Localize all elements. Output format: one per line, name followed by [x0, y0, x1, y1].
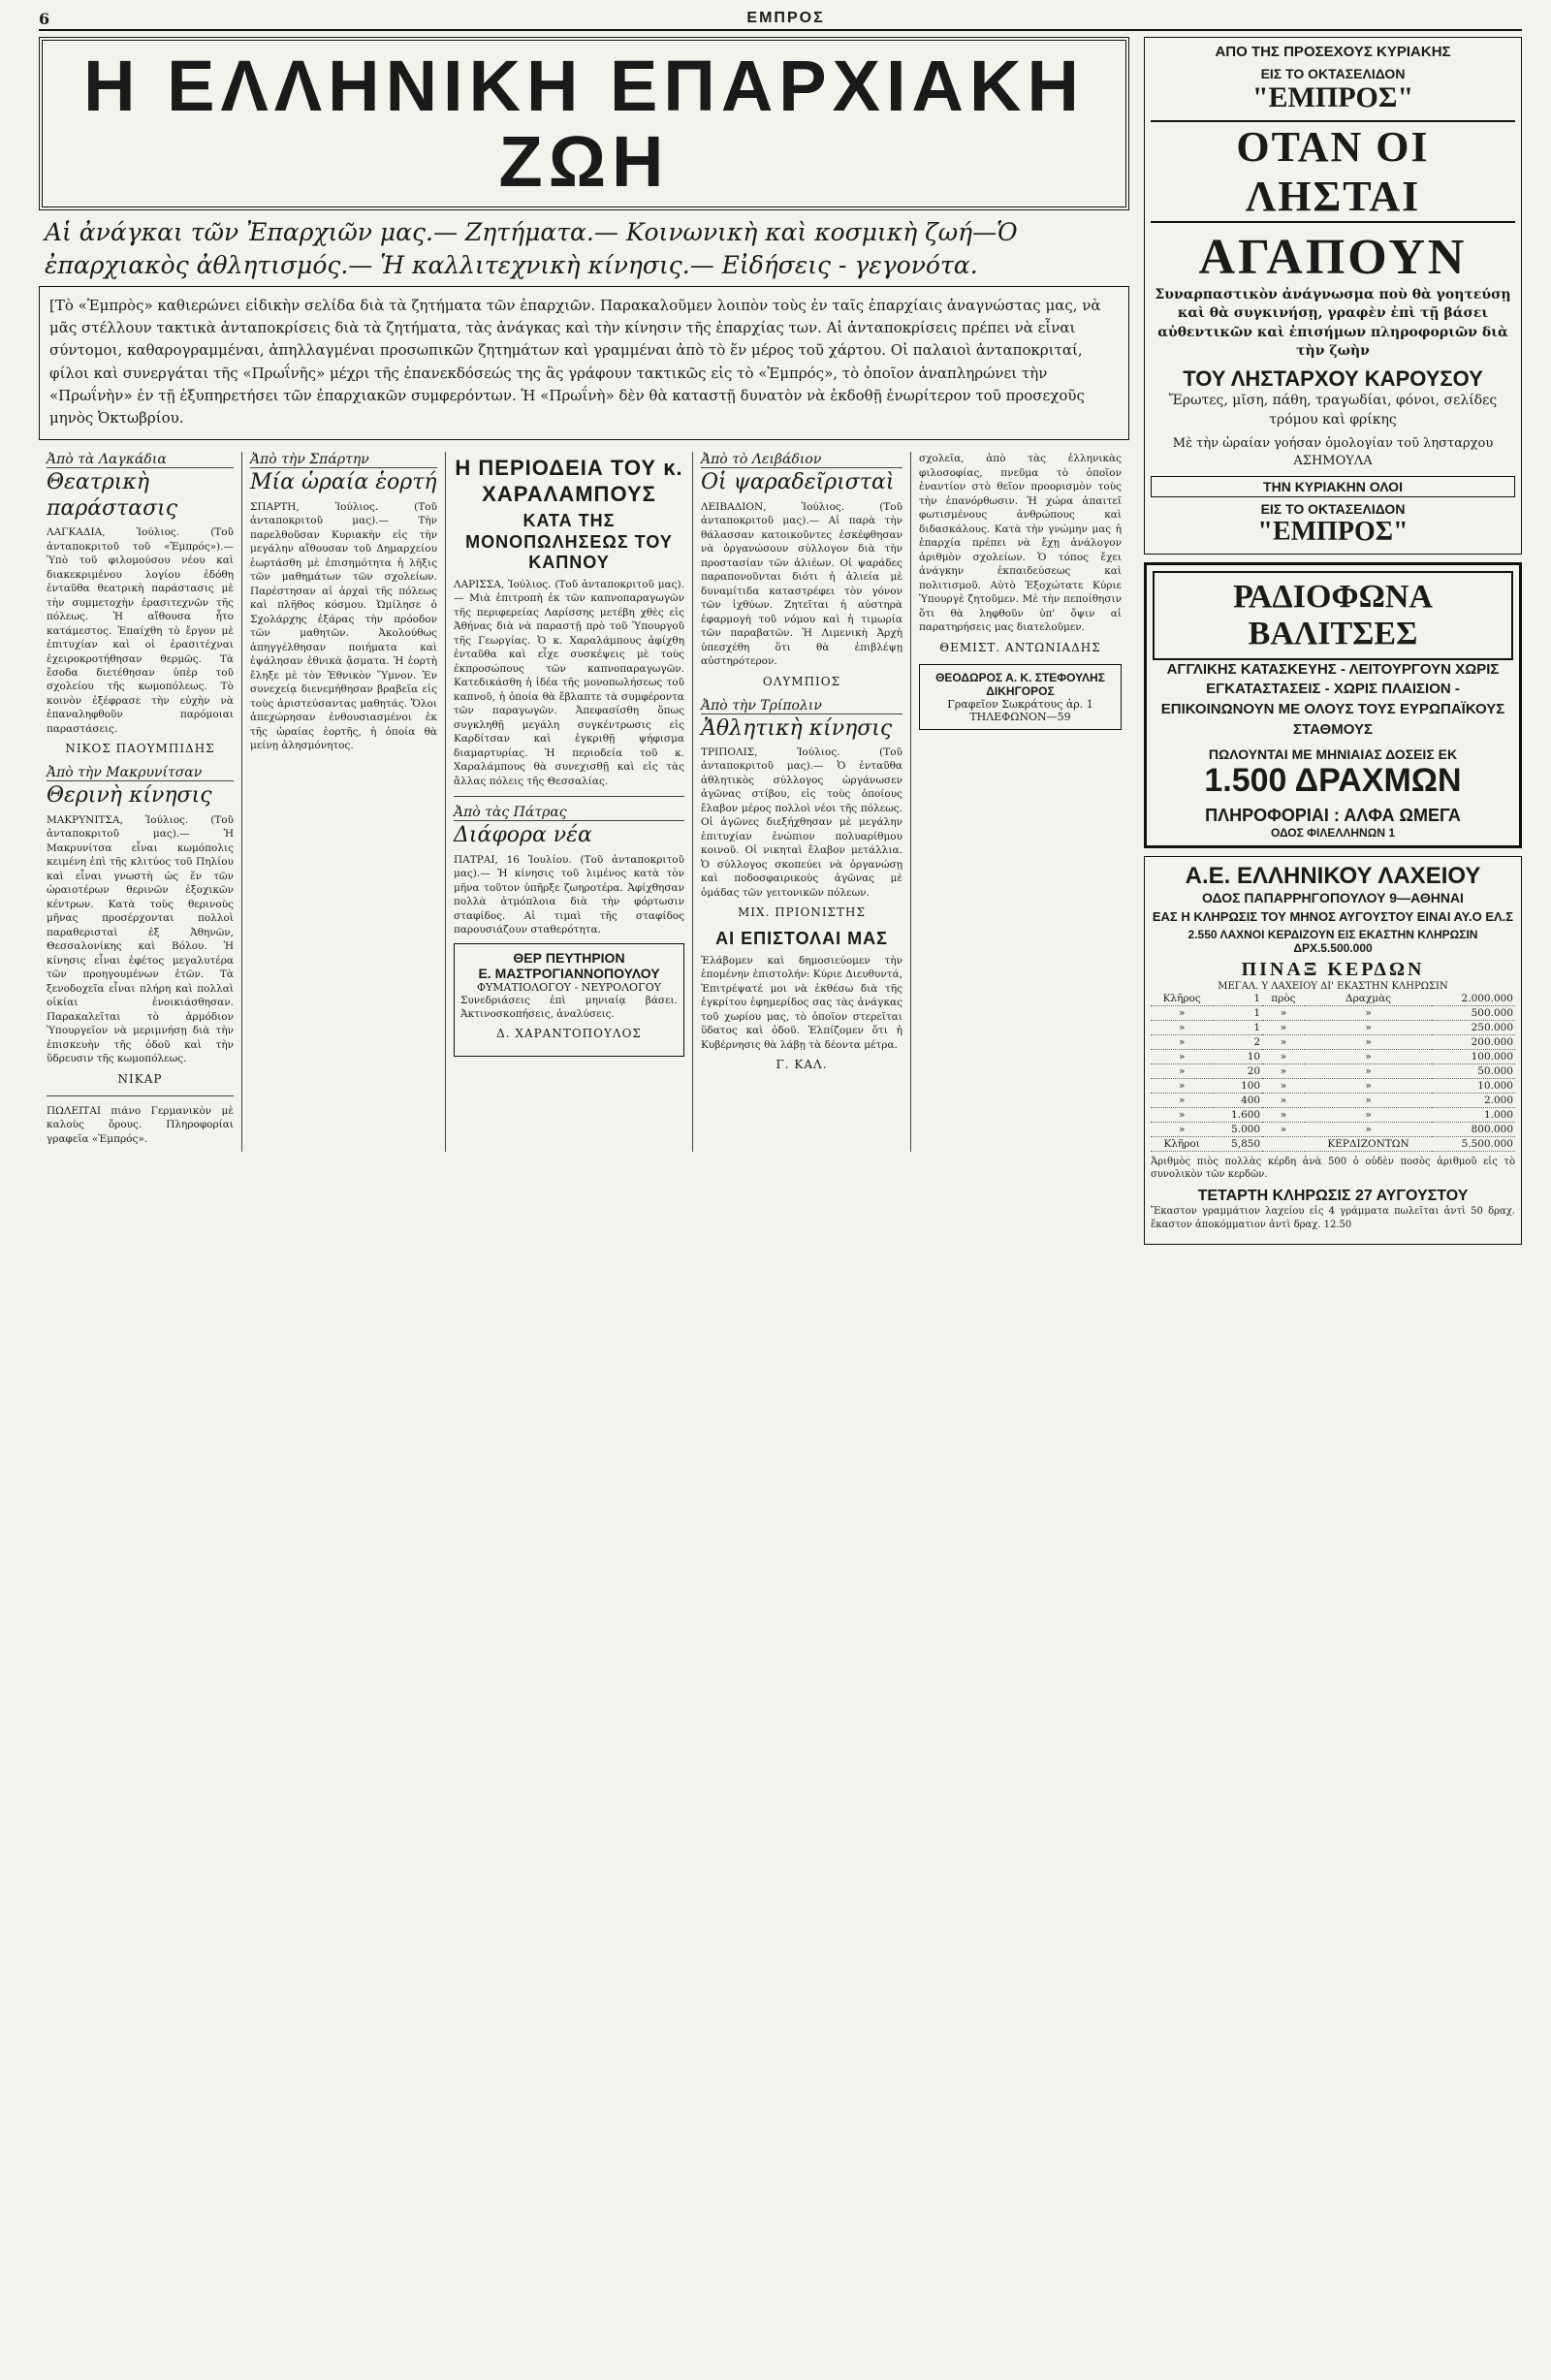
table-cell: 50.000 [1432, 1063, 1515, 1078]
table-cell: » [1262, 1005, 1305, 1020]
table-row [1151, 1005, 1515, 1020]
table-cell: » [1262, 1093, 1305, 1107]
article-signature: ΝΙΚΟΣ ΠΑΟΥΜΠΙΔΗΣ [65, 742, 215, 756]
lawyer-card [919, 664, 1122, 730]
table-cell: » [1305, 1049, 1433, 1063]
lottery-note: Ἀριθμὸς πιὸς πολλὰς κέρδη ἀνὰ 500 ὁ οὐδὲν ποσὸς ἀριθμοῦ εἰς τὸ συνολικὸν τῶν κερδῶν. [1151, 1156, 1515, 1181]
table-cell: 500.000 [1432, 1005, 1515, 1020]
lottery-ad-title: Α.Ε. ΕΛΛΗΝΙΚΟΥ ΛΑΧΕΙΟΥ [1185, 862, 1481, 889]
radio-ad [1144, 562, 1522, 848]
column-1 [39, 452, 242, 1152]
serial-ad-line: ΕΙΣ ΤΟ ΟΚΤΑΣΕΛΙΔΟΝ [1260, 66, 1406, 81]
article-signature: ΝΙΚΑΡ [117, 1071, 163, 1086]
radio-ad-title: ΡΑΔΙΟΦΩΝΑ ΒΑΛΙΤΣΕΣ [1153, 571, 1513, 660]
table-row [1151, 1049, 1515, 1063]
article-columns [39, 452, 1129, 1152]
lottery-prize-table [1151, 992, 1515, 1152]
divider [454, 796, 684, 797]
article-kicker: Ἀπὸ τὰ Λαγκάδια [47, 452, 234, 468]
table-cell: » [1305, 1122, 1433, 1136]
article-body: ΛΑΓΚΑΔΙΑ, Ἰούλιος. (Τοῦ ἀνταποκριτοῦ τοῦ «Ἐμπρός»).— Ὑπὸ τοῦ φιλομούσου νέου καὶ διακεκριμένου λογίου ἐδόθη ἐνταῦθα θεατρικὴ παράστασις μὲ τὴν συμμετοχὴν ἐρασιτεχνῶν τῆς πόλεως. Ἡ αἴθουσα ἦτο κατάμεστος. Ἐπαίχθη τὸ ἔργον μὲ ἐπιτυχίαν καὶ οἱ ἐρασιτέχναι ἐχειροκροτήθησαν θερμῶς. Τὰ ἔσοδα διετέθησαν ὑπὲρ τοῦ σχολείου τῆς κωμοπόλεως. Τὸ κοινὸν ἐξέφρασε τὴν εὐχὴν νὰ ἐπαναληφθοῦν παρόμοιαι παραστάσεις. [47, 526, 234, 735]
paper-name: ΕΜΠΡΟΣ [746, 10, 825, 26]
article-heading: Μία ὡραία ἑορτή [250, 470, 437, 495]
lawyer-title: ΔΙΚΗΓΟΡΟΣ [986, 683, 1055, 698]
table-cell: 200.000 [1432, 1034, 1515, 1049]
lawyer-address: Γραφεῖον Σωκράτους ἀρ. 1 [947, 697, 1093, 711]
page-header [39, 8, 1522, 31]
table-cell: 20 [1213, 1063, 1262, 1078]
radio-ad-info: ΠΛΗΡΟΦΟΡΙΑΙ : ΑΛΦΑ ΩΜΕΓΑ [1205, 805, 1461, 825]
lottery-ad-line-2: 2.550 ΛΑΧΝΟΙ ΚΕΡΔΙΖΟΥΝ ΕΙΣ ΕΚΑΣΤΗΝ ΚΛΗΡΩΣΙΝ ΔΡΧ.5.500.000 [1187, 927, 1478, 955]
table-cell: 2.000.000 [1432, 992, 1515, 1006]
table-cell: » [1151, 1005, 1213, 1020]
serial-ad-title-1: ΟΤΑΝ ΟΙ ΛΗΣΤΑΙ [1151, 120, 1515, 223]
divider [47, 1095, 234, 1096]
table-row [1151, 1034, 1515, 1049]
lawyer-phone: ΤΗΛΕΦΩΝΟΝ—59 [969, 710, 1071, 723]
table-cell: ΚΕΡΔΙΖΟΝΤΩΝ [1305, 1136, 1433, 1151]
table-cell: » [1151, 1020, 1213, 1034]
table-cell: 100.000 [1432, 1049, 1515, 1063]
table-cell: » [1262, 1078, 1305, 1093]
lottery-table-title: ΠΙΝΑΞ ΚΕΡΔΩΝ [1241, 958, 1425, 980]
article-heading: Θερινὴ κίνησις [47, 783, 212, 809]
table-cell: » [1151, 1122, 1213, 1136]
table-cell: Κλῆρος [1151, 992, 1213, 1006]
table-cell: 1 [1213, 1005, 1262, 1020]
newspaper-page [39, 8, 1522, 2373]
article-kicker: Ἀπὸ τὴν Τρίπολιν [701, 698, 902, 714]
table-cell: » [1151, 1107, 1213, 1122]
article-body: ΜΑΚΡΥΝΙΤΣΑ, Ἰούλιος. (Τοῦ ἀνταποκριτοῦ μας).— Ἡ Μακρυνίτσα εἶναι κωμόπολις κειμένη ἐπὶ τῆς κλιτύος τοῦ Πηλίου καὶ εἶναι γνωστὴ ὡς ἕν τῶν ὡραιοτέρων θερινῶν ἐξοχικῶν κέντρων. Κατὰ τοὺς θερινοὺς μῆνας προσέρχονται πολλοὶ παραθερισταὶ ἐξ Ἀθηνῶν, Θεσσαλονίκης καὶ Βόλου. Ἡ κίνησις εἶναι ἐφέτος μεγαλυτέρα τῶν προηγουμένων ἐτῶν. Τὰ ξενοδοχεῖα εἶναι πλήρη καὶ πολλαὶ οἰκίαι ἐνοικιάσθησαν. Παρακαλεῖται τὸ ἁρμόδιον Ὑπουργεῖον νὰ μεριμνήσῃ διὰ τὴν ἐπισκευὴν τῆς ὁδοῦ καὶ τὴν ὕδρευσιν τῆς κωμοπόλεως. [47, 813, 234, 1065]
serial-ad-title-2: ΑΓΑΠΟΥΝ [1198, 230, 1468, 285]
radio-ad-price: 1.500 ΔΡΑΧΜΩΝ [1204, 761, 1462, 799]
serial-ad-tags: Ἔρωτες, μῖση, πάθη, τραγωδίαι, φόνοι, σελίδες τρόμου καὶ φρίκης [1168, 393, 1498, 428]
article-signature: ΘΕΜΙΣΤ. ΑΝΤΩΝΙΑΔΗΣ [939, 640, 1101, 654]
article-body: ΛΑΡΙΣΣΑ, Ἰούλιος. (Τοῦ ἀνταποκριτοῦ μας).— Μιὰ ἐπιτροπὴ ἐκ τῶν καπνοπαραγωγῶν τῆς περιφερείας Λαρίσσης μετέβη χθὲς εἰς Ἀθήνας διὰ νὰ παραστῇ πρὸ τοῦ Ὑπουργοῦ τῆς Γεωργίας. Ὁ κ. Χαραλάμπους ἀφίχθη ἐνταῦθα καὶ εἶχε συσκέψεις μὲ τοὺς ἐκπροσώπους τῶν καπνοπαραγωγῶν. Κατεδικάσθη ἡ ἰδέα τῆς μονοπωλήσεως τοῦ καπνοῦ, ἡ ὁποία θὰ ἔβλαπτε τὰ συμφέροντα τῶν παραγωγῶν. Ἀπεφασίσθη ὅπως συγκληθῇ μεγάλη συγκέντρωσις εἰς Καρδίτσαν καὶ ἐγκριθῇ ψήφισμα διαμαρτυρίας. Ἡ περιοδεία τοῦ κ. Χαραλάμπους θὰ συνεχισθῇ καὶ εἰς τὰς ἄλλας πόλεις τῆς Θεσσαλίας. [454, 578, 684, 787]
article-heading: ΑΙ ΕΠΙΣΤΟΛΑΙ ΜΑΣ [715, 929, 888, 949]
lottery-footnote: Ἕκαστον γραμμάτιον λαχείου εἰς 4 γράμματα πωλεῖται ἀντὶ 50 δραχ. ἕκαστον ἀποκόμματιον ἀντὶ δραχ. 12.50 [1151, 1206, 1515, 1230]
table-cell: 2 [1213, 1034, 1262, 1049]
table-cell: » [1262, 1020, 1305, 1034]
table-cell: » [1262, 1063, 1305, 1078]
serial-ad-sunday: ΤΗΝ ΚΥΡΙΑΚΗΝ ΟΛΟΙ [1151, 476, 1515, 497]
table-cell: 2.000 [1432, 1093, 1515, 1107]
section-subline: Αἱ ἀνάγκαι τῶν Ἐπαρχιῶν μας.— Ζητήματα.— Κοινωνικὴ καὶ κοσμικὴ ζωή—Ὁ ἐπαρχιακὸς ἀθλητισμός.— Ἡ καλλιτεχνικὴ κίνησις.— Εἰδήσεις - γεγονότα. [39, 210, 1129, 287]
lottery-draw-date: ΤΕΤΑΡΤΗ ΚΛΗΡΩΣΙΣ 27 ΑΥΓΟΥΣΤΟΥ [1197, 1188, 1469, 1205]
table-row [1151, 1093, 1515, 1107]
table-cell: πρὸς [1262, 992, 1305, 1006]
table-row [1151, 1078, 1515, 1093]
article-body: ΠΑΤΡΑΙ, 16 Ἰουλίου. (Τοῦ ἀνταποκριτοῦ μας).— Ἡ κίνησις τοῦ λιμένος κατὰ τὸν μῆνα τοῦτον ὑπῆρξε ζωηροτέρα. Ἀφίχθησαν πολλὰ ἀτμόπλοια διὰ τὴν φόρτωσιν σταφίδος. Αἱ τιμαὶ τῆς σταφίδος παρουσιάζουν σταθερότητα. [454, 853, 684, 936]
article-kicker: Ἀπὸ τὴν Μακρυνίτσαν [47, 765, 234, 781]
serial-ad-tags-2: Μὲ τὴν ὡραίαν γοήσαν ὁμολογίαν τοῦ λησταρχου ΑΣΗΜΟΥΛΑ [1172, 435, 1494, 468]
article-kicker: Ἀπὸ τὰς Πάτρας [454, 805, 684, 821]
table-cell: 400 [1213, 1093, 1262, 1107]
doctor-name: Ε. ΜΑΣΤΡΟΓΙΑΝΝΟΠΟΥΛΟΥ [478, 965, 660, 981]
table-cell: 1.000 [1432, 1107, 1515, 1122]
table-row [1151, 1107, 1515, 1122]
table-row [1151, 1122, 1515, 1136]
article-body: ΣΠΑΡΤΗ, Ἰούλιος. (Τοῦ ἀνταποκριτοῦ μας).— Τὴν παρελθοῦσαν Κυριακὴν εἰς τὴν μεγάλην αἴθουσαν τοῦ Δημαρχείου ἐωρτάσθη μὲ ἐπισημότητα ἡ λῆξις τῶν μαθημάτων τῶν σχολείων. Παρέστησαν αἱ ἀρχαὶ τῆς πόλεως καὶ πλῆθος κόσμου. Ὡμίλησε ὁ Σχολάρχης ἐξάρας τὴν πρόοδον τῶν μαθητῶν. Ἀκολούθως ἀπηγγέλθησαν ποιήματα καὶ ἐψάλησαν ἐθνικὰ ᾄσματα. Ἡ ἑορτὴ ἔληξε μὲ τὸν Ἐθνικὸν Ὕμνον. Ἐν συνεχείᾳ διενεμήθησαν βραβεῖα εἰς τοὺς ἀριστεύσαντας μαθητάς. Ὅλοι ἀπεχώρησαν ἐνθουσιασμένοι ἐκ τῆς ὡραίας ἑορτῆς, ἡ ὁποία θὰ μείνῃ ἀλησμόνητος. [250, 500, 437, 751]
serial-ad [1144, 37, 1522, 555]
radio-ad-sale: ΠΩΛΟΥΝΤΑΙ ΜΕ ΜΗΝΙΑΙΑΣ ΔΟΣΕΙΣ ΕΚ [1208, 746, 1458, 762]
doctor-ad [454, 943, 684, 1058]
article-signature: ΜΙΧ. ΠΡΙΟΝΙΣΤΗΣ [738, 905, 866, 920]
page-number: 6 [39, 9, 50, 28]
doctor-ad-title: ΘΕΡ ΠΕΥΤΗΡΙΟΝ [513, 949, 625, 966]
article-body: σχολεῖα, ἀπὸ τὰς ἑλληνικὰς φιλοσοφίας, πνεῦμα τὸ ὁποῖον ἐναντίον στὸ θεῖον προορισμὸν τοὺς τὴν ἐπανόρθωσιν. Ἡ χώρα ἀπαιτεῖ φωτισμένους ἀνθρώπους καὶ διδασκάλους. Κατὰ τὴν γνώμην μας ἡ ἐπαρχία πρέπει νὰ ἔχῃ ἀνάλογον ἀριθμὸν σχολείων. Ὁ τόπος ἔχει ἀνάγκην ἐκπαιδεύσεως καὶ πολιτισμοῦ. Αὐτὸ Ἐξοχώτατε Κύριε Ὑπουργὲ ζητοῦμεν. Μὲ τὴν πεποίθησιν ὅτι θὰ ληφθοῦν ὑπ' ὄψιν αἱ παρατηρήσεις μας διατελοῦμεν. [919, 453, 1122, 634]
serial-ad-body: Συναρπαστικὸν ἀνάγνωσμα ποὺ θὰ γοητεύσῃ καὶ θὰ συγκινήσῃ, γραφὲν ἐπὶ τῇ βάσει αὐθεντικῶν καὶ ἐπισήμων πληροφοριῶν διὰ τὴν ζωὴν [1155, 287, 1511, 359]
classified-ad: ΠΩΛΕΙΤΑΙ πιάνο Γερμανικὸν μὲ καλοὺς ὅρους. Πληροφορίαι γραφεῖα «Ἐμπρός». [47, 1104, 234, 1145]
table-cell: » [1151, 1093, 1213, 1107]
serial-ad-sunday-2: ΕΙΣ ΤΟ ΟΚΤΑΣΕΛΙΔΟΝ [1260, 500, 1406, 517]
article-signature: ΟΛΥΜΠΙΟΣ [762, 674, 841, 688]
article-kicker: Ἀπὸ τὴν Σπάρτην [250, 452, 437, 468]
lottery-ad [1144, 856, 1522, 1245]
table-cell: » [1305, 1078, 1433, 1093]
table-cell: 5.000 [1213, 1122, 1262, 1136]
article-heading: Οἱ ψαραδεῖρισταὶ [701, 470, 895, 495]
doctor-specialty: ΦΥΜΑΤΙΟΛΟΓΟΥ - ΝΕΥΡΟΛΟΓΟΥ [477, 980, 661, 994]
article-heading: Διάφορα νέα [454, 823, 592, 848]
serial-ad-sunday-paper: "ΕΜΠΡΟΣ" [1257, 516, 1409, 547]
editorial-notice: [Τὸ «Ἐμπρὸς» καθιερώνει εἰδικὴν σελίδα διὰ τὰ ζητήματα τῶν ἐπαρχιῶν. Παρακαλοῦμεν λοιπὸν τοὺς ἐν ταῖς ἐπαρχίαις ἀναγνώστας μας, νὰ μᾶς στέλλουν τακτικὰ ἀνταποκρίσεις διὰ τὰ ζητήματα, τὰς ἀνάγκας καὶ τὴν κίνησιν τῆς ἐπαρχίας των. Αἱ ἀνταποκρίσεις πρέπει νὰ εἶναι σύντομοι, καθαρογραμμέναι, ἀπηλλαγμέναι προσωπικῶν ζητημάτων καὶ γραμμέναι ἀπὸ τὸ ἕν μέρος τοῦ χάρτου. Οἱ παλαιοὶ ἀνταποκριταί, φίλοι καὶ συνεργάται τῆς «Πρωΐνῆς» μέχρι τῆς ἐπανεκδόσεώς της ἂς γράφουν τακτικῶς εἰς τὸ «Ἐμπρός», τὸ ὁποῖον ἀναπληρώνει τὴν «Πρωΐνὴν» ἐν τῇ ἐξυπηρετήσει τῶν ἐπαρχιακῶν συμφερόντων. Ἡ «Πρωΐνὴ» δὲν θὰ καταστῇ δυνατὸν νὰ ἐκδοθῇ ἐνωρίτερον τοῦ προσεχοῦς μηνὸς Ὀκτωβρίου. [39, 287, 1129, 441]
table-cell: » [1262, 1107, 1305, 1122]
table-row [1151, 992, 1515, 1006]
column-2 [242, 452, 446, 1152]
article-body: ΛΕΙΒΑΔΙΟΝ, Ἰούλιος. (Τοῦ ἀνταποκριτοῦ μας).— Αἱ παρὰ τὴν θάλασσαν κατοικοῦντες ἐσκέφθησαν νὰ ὀργανώσουν σύλλογον διὰ τὴν προστασίαν τῶν ἁλιέων. Οἱ ψαράδες παραπονοῦνται διότι ἡ ἁλιεία μὲ δυναμίτιδα καταστρέφει τὸν γόνον τῶν ἰχθύων. Ζητεῖται ἡ αὐστηρὰ ἐφαρμογὴ τοῦ νόμου καὶ ἡ τιμωρία τῶν παραβατῶν. Ἡ Λιμενικὴ Ἀρχὴ ὑπεσχέθη ὅτι θὰ ἐπιβλέψῃ αὐστηρότερον. [701, 500, 902, 668]
article-signature: Γ. ΚΑΛ. [776, 1058, 828, 1072]
section-masthead: Η ΕΛΛΗΝΙΚΗ ΕΠΑΡΧΙΑΚΗ ΖΩΗ [39, 37, 1129, 210]
advertisement-column [1144, 37, 1522, 1253]
table-cell: 1 [1213, 1020, 1262, 1034]
table-cell: 800.000 [1432, 1122, 1515, 1136]
column-5 [911, 452, 1129, 1152]
table-cell: » [1305, 1005, 1433, 1020]
column-3 [446, 452, 693, 1152]
serial-ad-paper: "ΕΜΠΡΟΣ" [1251, 81, 1414, 113]
table-cell: » [1151, 1063, 1213, 1078]
main-section [39, 37, 1129, 1152]
table-cell: 1.600 [1213, 1107, 1262, 1122]
lottery-table-subtitle: ΜΕΓΑΛ. Υ ΛΑΧΕΙΟΥ ΔΙ' ΕΚΑΣΤΗΝ ΚΛΗΡΩΣΙΝ [1218, 980, 1448, 992]
radio-ad-address: ΟΔΟΣ ΦΙΛΕΛΛΗΝΩΝ 1 [1270, 825, 1395, 840]
table-cell: » [1262, 1049, 1305, 1063]
table-cell: 100 [1213, 1078, 1262, 1093]
table-cell [1262, 1136, 1305, 1151]
column-4 [693, 452, 911, 1152]
article-kicker: Ἀπὸ τὸ Λειβάδιον [701, 452, 902, 468]
article-subheading: ΚΑΤΑ ΤΗΣ ΜΟΝΟΠΩΛΗΣΕΩΣ ΤΟΥ ΚΑΠΝΟΥ [465, 511, 673, 573]
table-cell: 5.500.000 [1432, 1136, 1515, 1151]
lottery-ad-line-1: ΕΑΣ Η ΚΛΗΡΩΣΙΣ ΤΟΥ ΜΗΝΟΣ ΑΥΓΟΥΣΤΟΥ ΕΙΝΑΙ ΑΥ.Ο ΕΛ.Σ [1152, 908, 1514, 924]
article-heading: Ἀθλητικὴ κίνησις [701, 715, 893, 741]
doctor-ad-body: Συνεδριάσεις ἐπὶ μηνιαίᾳ βάσει. Ἀκτινοσκοπήσεις, ἀναλύσεις. [460, 994, 678, 1020]
table-cell: » [1262, 1034, 1305, 1049]
table-row [1151, 1136, 1515, 1151]
table-cell: » [1151, 1034, 1213, 1049]
table-row [1151, 1020, 1515, 1034]
table-row [1151, 1063, 1515, 1078]
table-cell: » [1305, 1063, 1433, 1078]
serial-ad-name: ΤΟΥ ΛΗΣΤΑΡΧΟΥ ΚΑΡΟΥΣΟΥ [1183, 366, 1483, 392]
table-cell: » [1151, 1078, 1213, 1093]
table-cell: 10 [1213, 1049, 1262, 1063]
table-cell: 5,850 [1213, 1136, 1262, 1151]
table-cell: Κλῆροι [1151, 1136, 1213, 1151]
serial-ad-top: ΑΠΟ ΤΗΣ ΠΡΟΣΕΧΟΥΣ ΚΥΡΙΑΚΗΣ [1215, 44, 1451, 60]
table-cell: » [1305, 1107, 1433, 1122]
article-body: Ἐλάβομεν καὶ δημοσιεύομεν τὴν ἑπομένην ἐπιστολήν: Κύριε Διευθυντά, Ἐπιτρέψατέ μοι νὰ ἐκθέσω διὰ τῆς ἐγκρίτου ἐφημερίδος σας τὰς ἀνάγκας τοῦ χωρίου μας, τὸ ὁποῖον στερεῖται ὕδατος καὶ ὁδοῦ. Ἐλπίζομεν ὅτι ἡ Κυβέρνησις θὰ λάβῃ τὰ δέοντα μέτρα. [701, 954, 902, 1051]
article-heading: Θεατρικὴ παράστασις [47, 470, 178, 521]
table-cell: » [1305, 1020, 1433, 1034]
lottery-ad-address: ΟΔΟΣ ΠΑΠΑΡΡΗΓΟΠΟΥΛΟΥ 9—ΑΘΗΝΑΙ [1202, 889, 1464, 905]
table-cell: » [1151, 1049, 1213, 1063]
table-cell: 250.000 [1432, 1020, 1515, 1034]
lawyer-name: ΘΕΟΔΩΡΟΣ Α. Κ. ΣΤΕΦΟΥΛΗΣ [935, 670, 1105, 684]
article-heading: Η ΠΕΡΙΟΔΕΙΑ ΤΟΥ κ. ΧΑΡΑΛΑΜΠΟΥΣ [455, 456, 683, 506]
radio-ad-body: ΑΓΓΛΙΚΗΣ ΚΑΤΑΣΚΕΥΗΣ - ΛΕΙΤΟΥΡΓΟΥΝ ΧΩΡΙΣ ΕΓΚΑΤΑΣΤΑΣΕΙΣ - ΧΩΡΙΣ ΠΛΑΙΣΙΟΝ - ΕΠΙΚΟΙΝΩΝΟΥΝ ΜΕ ΟΛΟΥΣ ΤΟΥΣ ΕΥΡΩΠΑΪΚΟΥΣ ΣΤΑΘΜΟΥΣ [1160, 660, 1505, 738]
table-cell: 10.000 [1432, 1078, 1515, 1093]
table-cell: » [1305, 1034, 1433, 1049]
table-cell: Δραχμὰς [1305, 992, 1433, 1006]
doctor-ad-signature: Δ. ΧΑΡΑΝΤΟΠΟΥΛΟΣ [496, 1027, 642, 1041]
table-cell: 1 [1213, 992, 1262, 1006]
table-cell: » [1305, 1093, 1433, 1107]
article-body: ΤΡΙΠΟΛΙΣ, Ἰούλιος. (Τοῦ ἀνταποκριτοῦ μας).— Ὁ ἐνταῦθα ἀθλητικὸς σύλλογος ὠργάνωσεν ἀγῶνας στίβου, εἰς τοὺς ὁποίους ἔλαβον μέρος πολλοὶ νέοι τῆς πόλεως. Οἱ ἀγῶνες διεξήχθησαν μὲ μεγάλην ἐπιτυχίαν ἐνώπιον πολυαρίθμου κοινοῦ. Οἱ νικηταὶ ἔλαβον μετάλλια. Ὁ σύλλογος σκοπεύει νὰ ὀργανώσῃ καὶ ποδοσφαιρικοὺς ἀγῶνας μὲ ὁμάδας τῶν γειτονικῶν πόλεων. [701, 746, 902, 899]
table-cell: » [1262, 1122, 1305, 1136]
